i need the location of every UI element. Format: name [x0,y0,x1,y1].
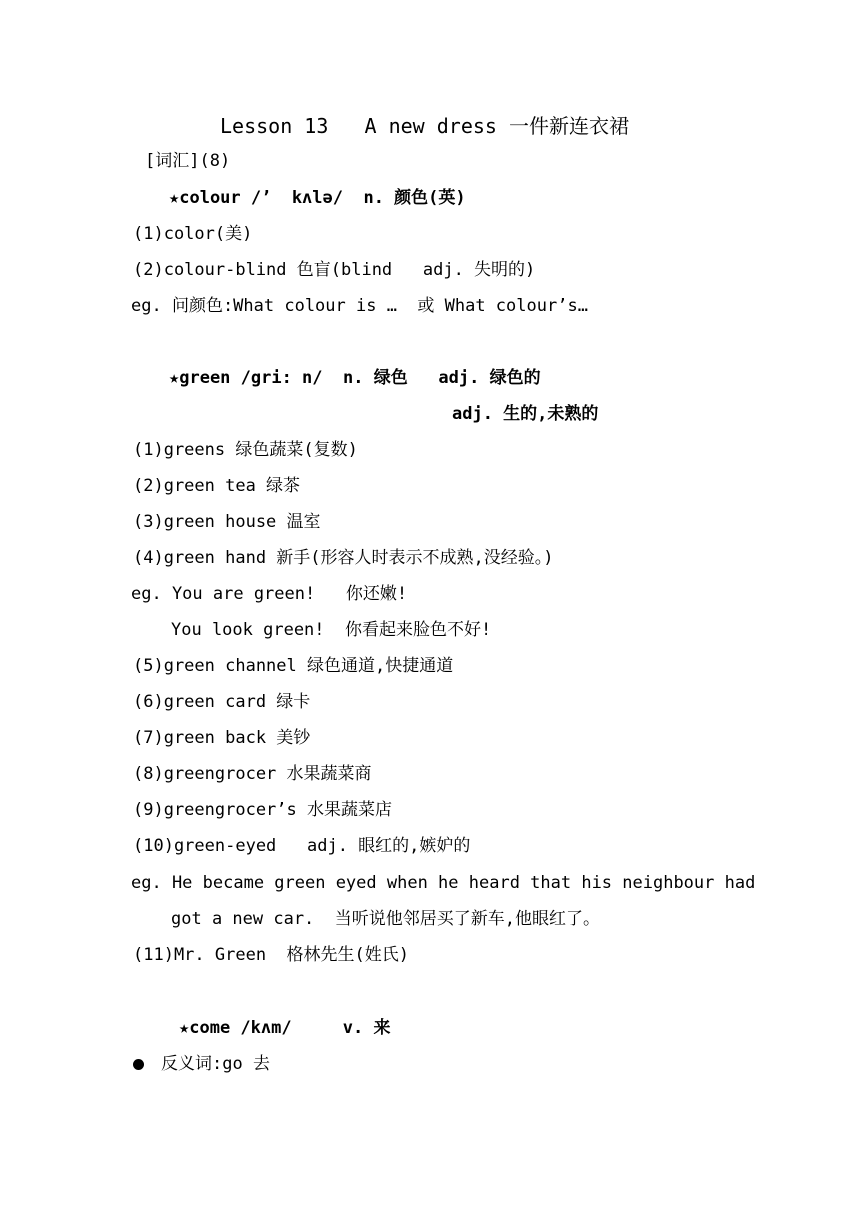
headword-green: ★green /gri: n/ n. 绿色 adj. 绿色的 [169,368,541,388]
headword-come: ★come /kʌm/ v. 来 [179,1018,391,1038]
green-line-1: (1)greens 绿色蔬菜(复数) [133,440,358,460]
green-example-3: eg. He became green eyed when he heard that his neighbour had [131,873,756,893]
colour-line-2: (2)colour-blind 色盲(blind adj. 失明的) [133,260,536,280]
green-line-10: (10)green-eyed adj. 眼红的,嫉妒的 [133,836,471,856]
bullet-dot-icon [133,1059,144,1070]
green-line-9: (9)greengrocer’s 水果蔬菜店 [133,800,392,820]
colour-example: eg. 问颜色:What colour is … 或 What colour’s… [131,296,588,316]
headword-colour: ★colour /’ kʌlə/ n. 颜色(英) [169,188,466,208]
headword-green-sense-2: adj. 生的,未熟的 [452,404,599,424]
green-line-6: (6)green card 绿卡 [133,692,311,712]
green-line-3: (3)green house 温室 [133,512,321,532]
green-example-1: eg. You are green! 你还嫩! [131,584,408,604]
green-line-7: (7)green back 美钞 [133,728,311,748]
green-line-11: (11)Mr. Green 格林先生(姓氏) [133,945,409,965]
lesson-title: Lesson 13 A new dress 一件新连衣裙 [220,114,629,138]
green-example-2: You look green! 你看起来脸色不好! [171,620,492,640]
section-heading: [词汇](8) [145,151,231,171]
green-example-3-cont: got a new car. 当听说他邻居买了新车,他眼红了。 [171,909,600,929]
colour-line-1: (1)color(美) [133,224,253,244]
come-antonym: 反义词:go 去 [161,1054,270,1074]
green-line-8: (8)greengrocer 水果蔬菜商 [133,764,372,784]
green-line-2: (2)green tea 绿茶 [133,476,301,496]
green-line-5: (5)green channel 绿色通道,快捷通道 [133,656,454,676]
green-line-4: (4)green hand 新手(形容人时表示不成熟,没经验。) [133,548,554,568]
